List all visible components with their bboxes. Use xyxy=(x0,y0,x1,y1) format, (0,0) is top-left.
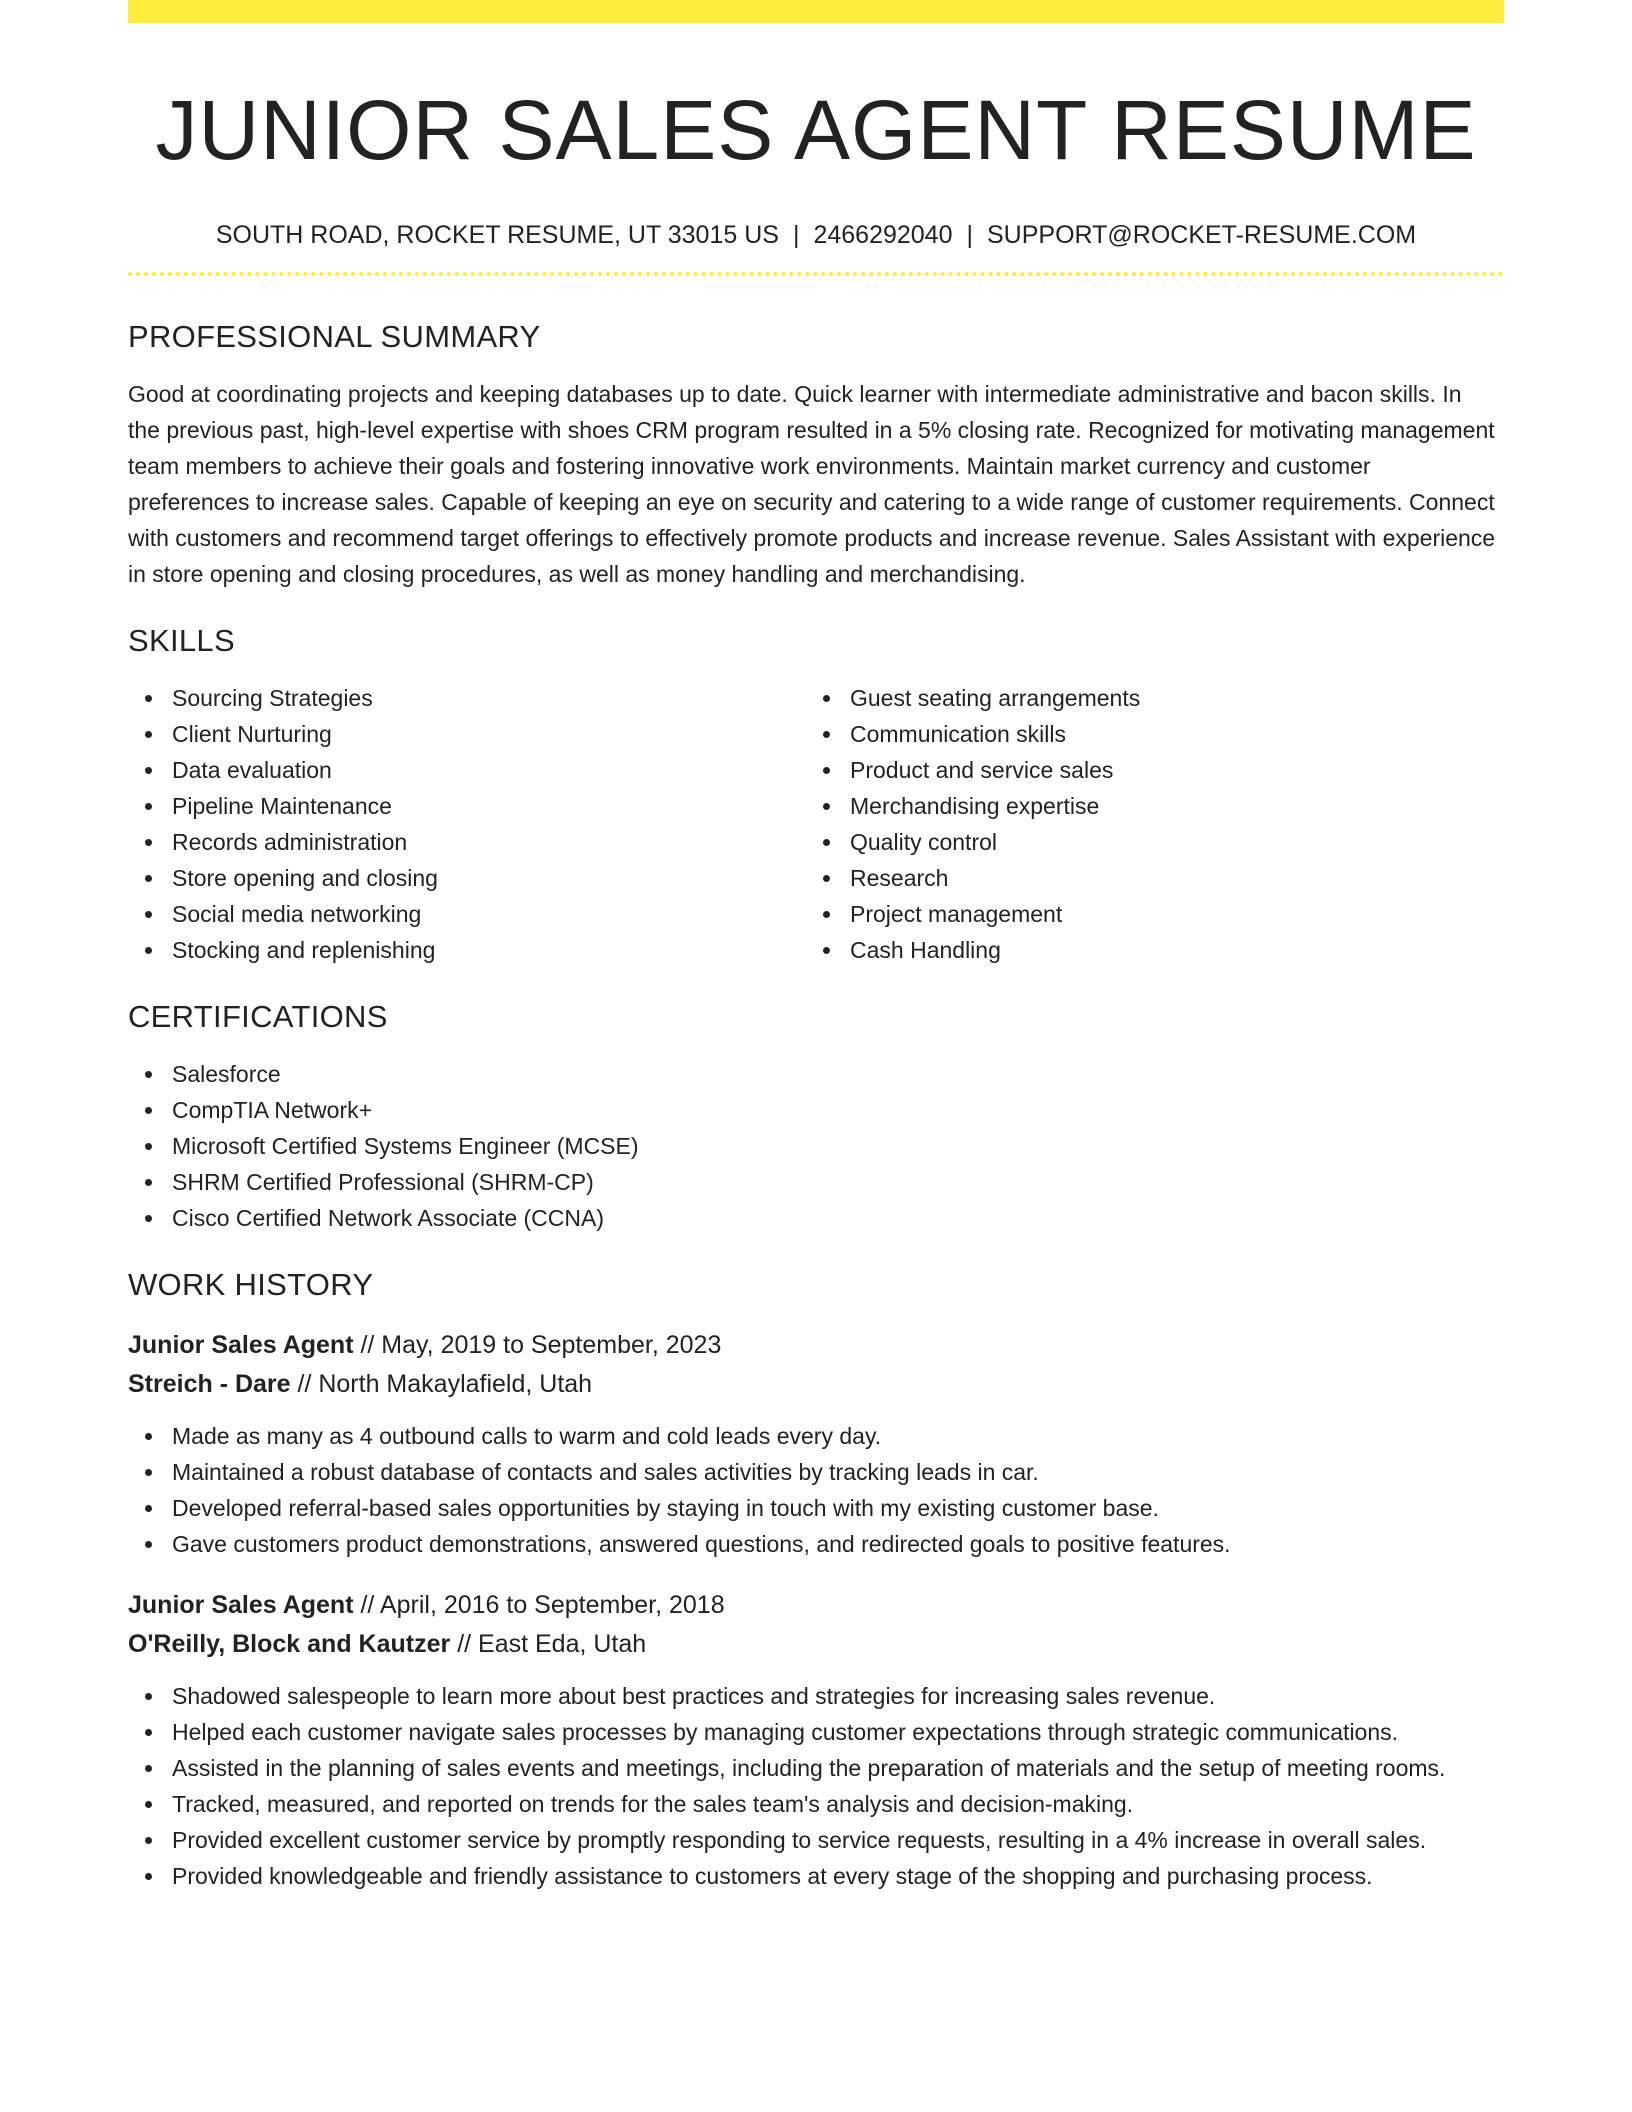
skill-item: Merchandising expertise xyxy=(806,788,1484,824)
skill-item: Client Nurturing xyxy=(128,716,806,752)
job-bullet: Developed referral-based sales opportunities by staying in touch with my existing customer base. xyxy=(128,1490,1504,1526)
summary-text: Good at coordinating projects and keeping databases up to date. Quick learner with intermediate administrative and bacon skills. In the previous past, high-level expertise with shoes CRM program resulted in a 5% closing rate. Recognized for motivating management team members to achieve their goals and fostering innovative work environments. Maintain market currency and customer preferences to increase sales. Capable of keeping an eye on security and catering to a wide range of customer requirements. Connect with customers and recommend target offerings to effectively promote products and increase revenue. Sales Assistant with experience in store opening and closing procedures, as well as money handling and merchandising. xyxy=(128,381,1496,587)
skill-item: Research xyxy=(806,860,1484,896)
job-bullet: Maintained a robust database of contacts and sales activities by tracking leads in car. xyxy=(128,1454,1504,1490)
contact-phone: 2466292040 xyxy=(813,221,953,249)
job-title: Junior Sales Agent xyxy=(128,1591,354,1619)
skills-left-list xyxy=(128,680,806,968)
job-bullet-list xyxy=(128,1678,1504,1894)
job-bullet: Made as many as 4 outbound calls to warm and cold leads every day. xyxy=(128,1418,1504,1454)
skills-grid xyxy=(128,680,1504,968)
skill-item: Store opening and closing xyxy=(128,860,806,896)
contact-line xyxy=(128,220,1504,250)
job-title-line xyxy=(128,1326,1504,1365)
skill-item: Product and service sales xyxy=(806,752,1484,788)
job-bullet: Tracked, measured, and reported on trends for the sales team's analysis and decision-making. xyxy=(128,1786,1504,1822)
skill-item: Records administration xyxy=(128,824,806,860)
job-bullet: Helped each customer navigate sales processes by managing customer expectations through strategic communications. xyxy=(128,1714,1504,1750)
certification-item: CompTIA Network+ xyxy=(128,1092,1504,1128)
skill-item: Pipeline Maintenance xyxy=(128,788,806,824)
job-location: // East Eda, Utah xyxy=(457,1630,647,1658)
skill-item: Sourcing Strategies xyxy=(128,680,806,716)
contact-email: SUPPORT@ROCKET-RESUME.COM xyxy=(987,221,1417,249)
job-title: Junior Sales Agent xyxy=(128,1331,354,1359)
job-dates: // April, 2016 to September, 2018 xyxy=(360,1591,725,1619)
skills-heading: SKILLS xyxy=(128,623,235,658)
skill-item: Project management xyxy=(806,896,1484,932)
certifications-heading: CERTIFICATIONS xyxy=(128,999,388,1034)
contact-address: SOUTH ROAD, ROCKET RESUME, UT 33015 US xyxy=(215,221,779,249)
job-bullet: Shadowed salespeople to learn more about best practices and strategies for increasing sales revenue. xyxy=(128,1678,1504,1714)
skill-item: Guest seating arrangements xyxy=(806,680,1484,716)
dotted-divider xyxy=(128,272,1504,276)
resume-content xyxy=(128,0,1504,1894)
job-dates: // May, 2019 to September, 2023 xyxy=(360,1331,722,1359)
job-company-line xyxy=(128,1625,1504,1664)
job-bullet: Gave customers product demonstrations, answered questions, and redirected goals to positive features. xyxy=(128,1526,1504,1562)
job-location: // North Makaylafield, Utah xyxy=(297,1370,593,1398)
contact-separator: | xyxy=(966,221,973,249)
job-company: Streich - Dare xyxy=(128,1370,291,1398)
certification-item: SHRM Certified Professional (SHRM-CP) xyxy=(128,1164,1504,1200)
skills-right-list xyxy=(806,680,1484,968)
job-company-line xyxy=(128,1365,1504,1404)
skill-item: Data evaluation xyxy=(128,752,806,788)
work-history-heading: WORK HISTORY xyxy=(128,1267,374,1302)
certification-item: Cisco Certified Network Associate (CCNA) xyxy=(128,1200,1504,1236)
summary-heading: PROFESSIONAL SUMMARY xyxy=(128,319,541,354)
job-company: O'Reilly, Block and Kautzer xyxy=(128,1630,451,1658)
job-bullet: Provided excellent customer service by promptly responding to service requests, resulting in a 4% increase in overall sales. xyxy=(128,1822,1504,1858)
job-entry xyxy=(128,1586,1504,1894)
certification-item: Salesforce xyxy=(128,1056,1504,1092)
skill-item: Quality control xyxy=(806,824,1484,860)
job-entry xyxy=(128,1326,1504,1562)
job-bullet: Assisted in the planning of sales events and meetings, including the preparation of materials and the setup of meeting rooms. xyxy=(128,1750,1504,1786)
contact-separator: | xyxy=(792,221,800,249)
job-title-line xyxy=(128,1586,1504,1625)
skill-item: Communication skills xyxy=(806,716,1484,752)
skill-item: Social media networking xyxy=(128,896,806,932)
certifications-list xyxy=(128,1056,1504,1236)
certification-item: Microsoft Certified Systems Engineer (MCSE) xyxy=(128,1128,1504,1164)
resume-title: JUNIOR SALES AGENT RESUME xyxy=(155,83,1477,177)
job-bullet: Provided knowledgeable and friendly assistance to customers at every stage of the shopping and purchasing process. xyxy=(128,1858,1504,1894)
skill-item: Stocking and replenishing xyxy=(128,932,806,968)
job-bullet-list xyxy=(128,1418,1504,1562)
skill-item: Cash Handling xyxy=(806,932,1484,968)
